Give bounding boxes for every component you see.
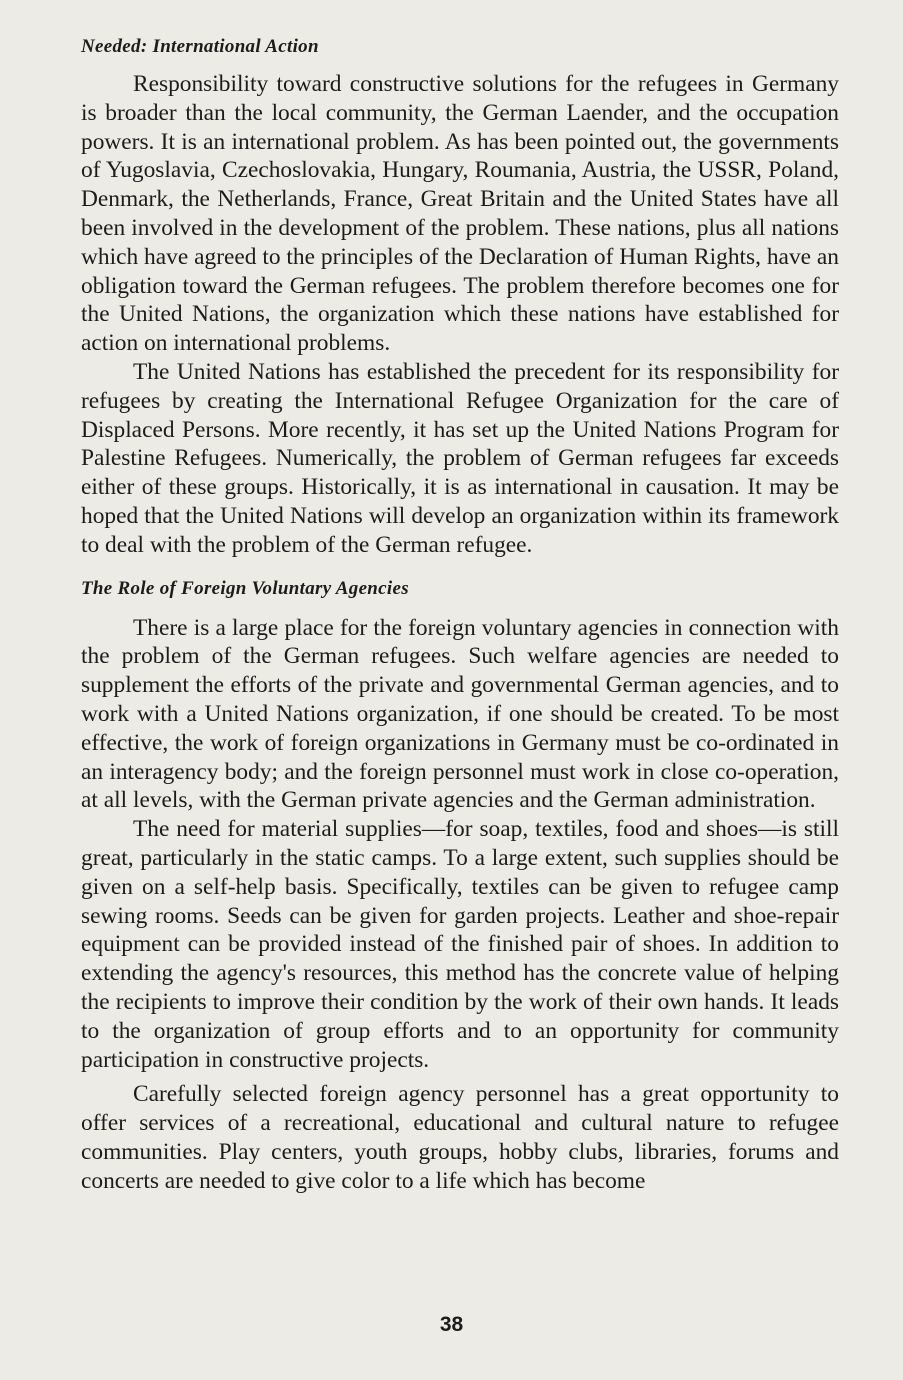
paragraph-material-supplies: The need for material supplies—for soap, textiles, food and shoes—is still great, particularly in the static camps. To a large extent, such supplies should be given on a self-help basis. Specifically, textiles can be given to refugee camp sewing rooms. Seeds can be given for garden projects. Leather and shoe-repair equipment can be provided instead of the finished pair of shoes. In addition to extending the agency's resources, this method has the concrete value of helping the recipients to improve their condition by the work of their own hands. It leads to the organization of group efforts and to an opportunity for community participation in constructive projects. bbox=[81, 816, 839, 1073]
section-heading-international-action: Needed: International Action bbox=[81, 36, 319, 57]
paragraph-united-nations: The United Nations has established the precedent for its responsibility for refugees by creating the International Refugee Organization for the care of Displaced Persons. More recently, it has set up the United Nations Program for Palestine Refugees. Numerically, the problem of German refugees far exceeds either of these groups. Historically, it is as international in causation. It may be hoped that the United Nations will develop an organization within its framework to deal with the problem of the German refugee. bbox=[81, 358, 839, 558]
paragraph-responsibility: Responsibility toward constructive solutions for the refugees in Germany is broader than the local community, the German Laender, and the occupation powers. It is an international problem. As has been pointed out, the governments of Yugoslavia, Czechoslovakia, Hungary, Roumania, Austria, the USSR, Poland, Denmark, the Netherlands, France, Great Britain and the United States have all been involved in the development of the problem. These nations, plus all nations which have agreed to the principles of the Declaration of Human Rights, have an obligation toward the German refugees. The problem therefore becomes one for the United Nations, the organization which these nations have established for action on international problems. bbox=[81, 71, 839, 357]
paragraph-voluntary-agencies: There is a large place for the foreign voluntary agencies in connection with the problem of the German refugees. Such welfare agencies are needed to supplement the efforts of the private and governmental German agencies, and to work with a United Nations organization, if one should be created. To be most effective, the work of foreign organizations in Germany must be co-ordinated in an interagency body; and the foreign personnel must work in close co-operation, at all levels, with the German private agencies and the German administration. bbox=[81, 614, 839, 814]
paragraph-agency-personnel: Carefully selected foreign agency personnel has a great opportunity to offer services of a recreational, educational and cultural nature to refugee communities. Play centers, youth groups, hobby clubs, libraries, forums and concerts are needed to give color to a life which has become bbox=[81, 1081, 839, 1194]
section-heading-foreign-agencies: The Role of Foreign Voluntary Agencies bbox=[81, 577, 409, 599]
page-number: 38 bbox=[439, 1313, 464, 1336]
page-body bbox=[81, 32, 839, 1195]
